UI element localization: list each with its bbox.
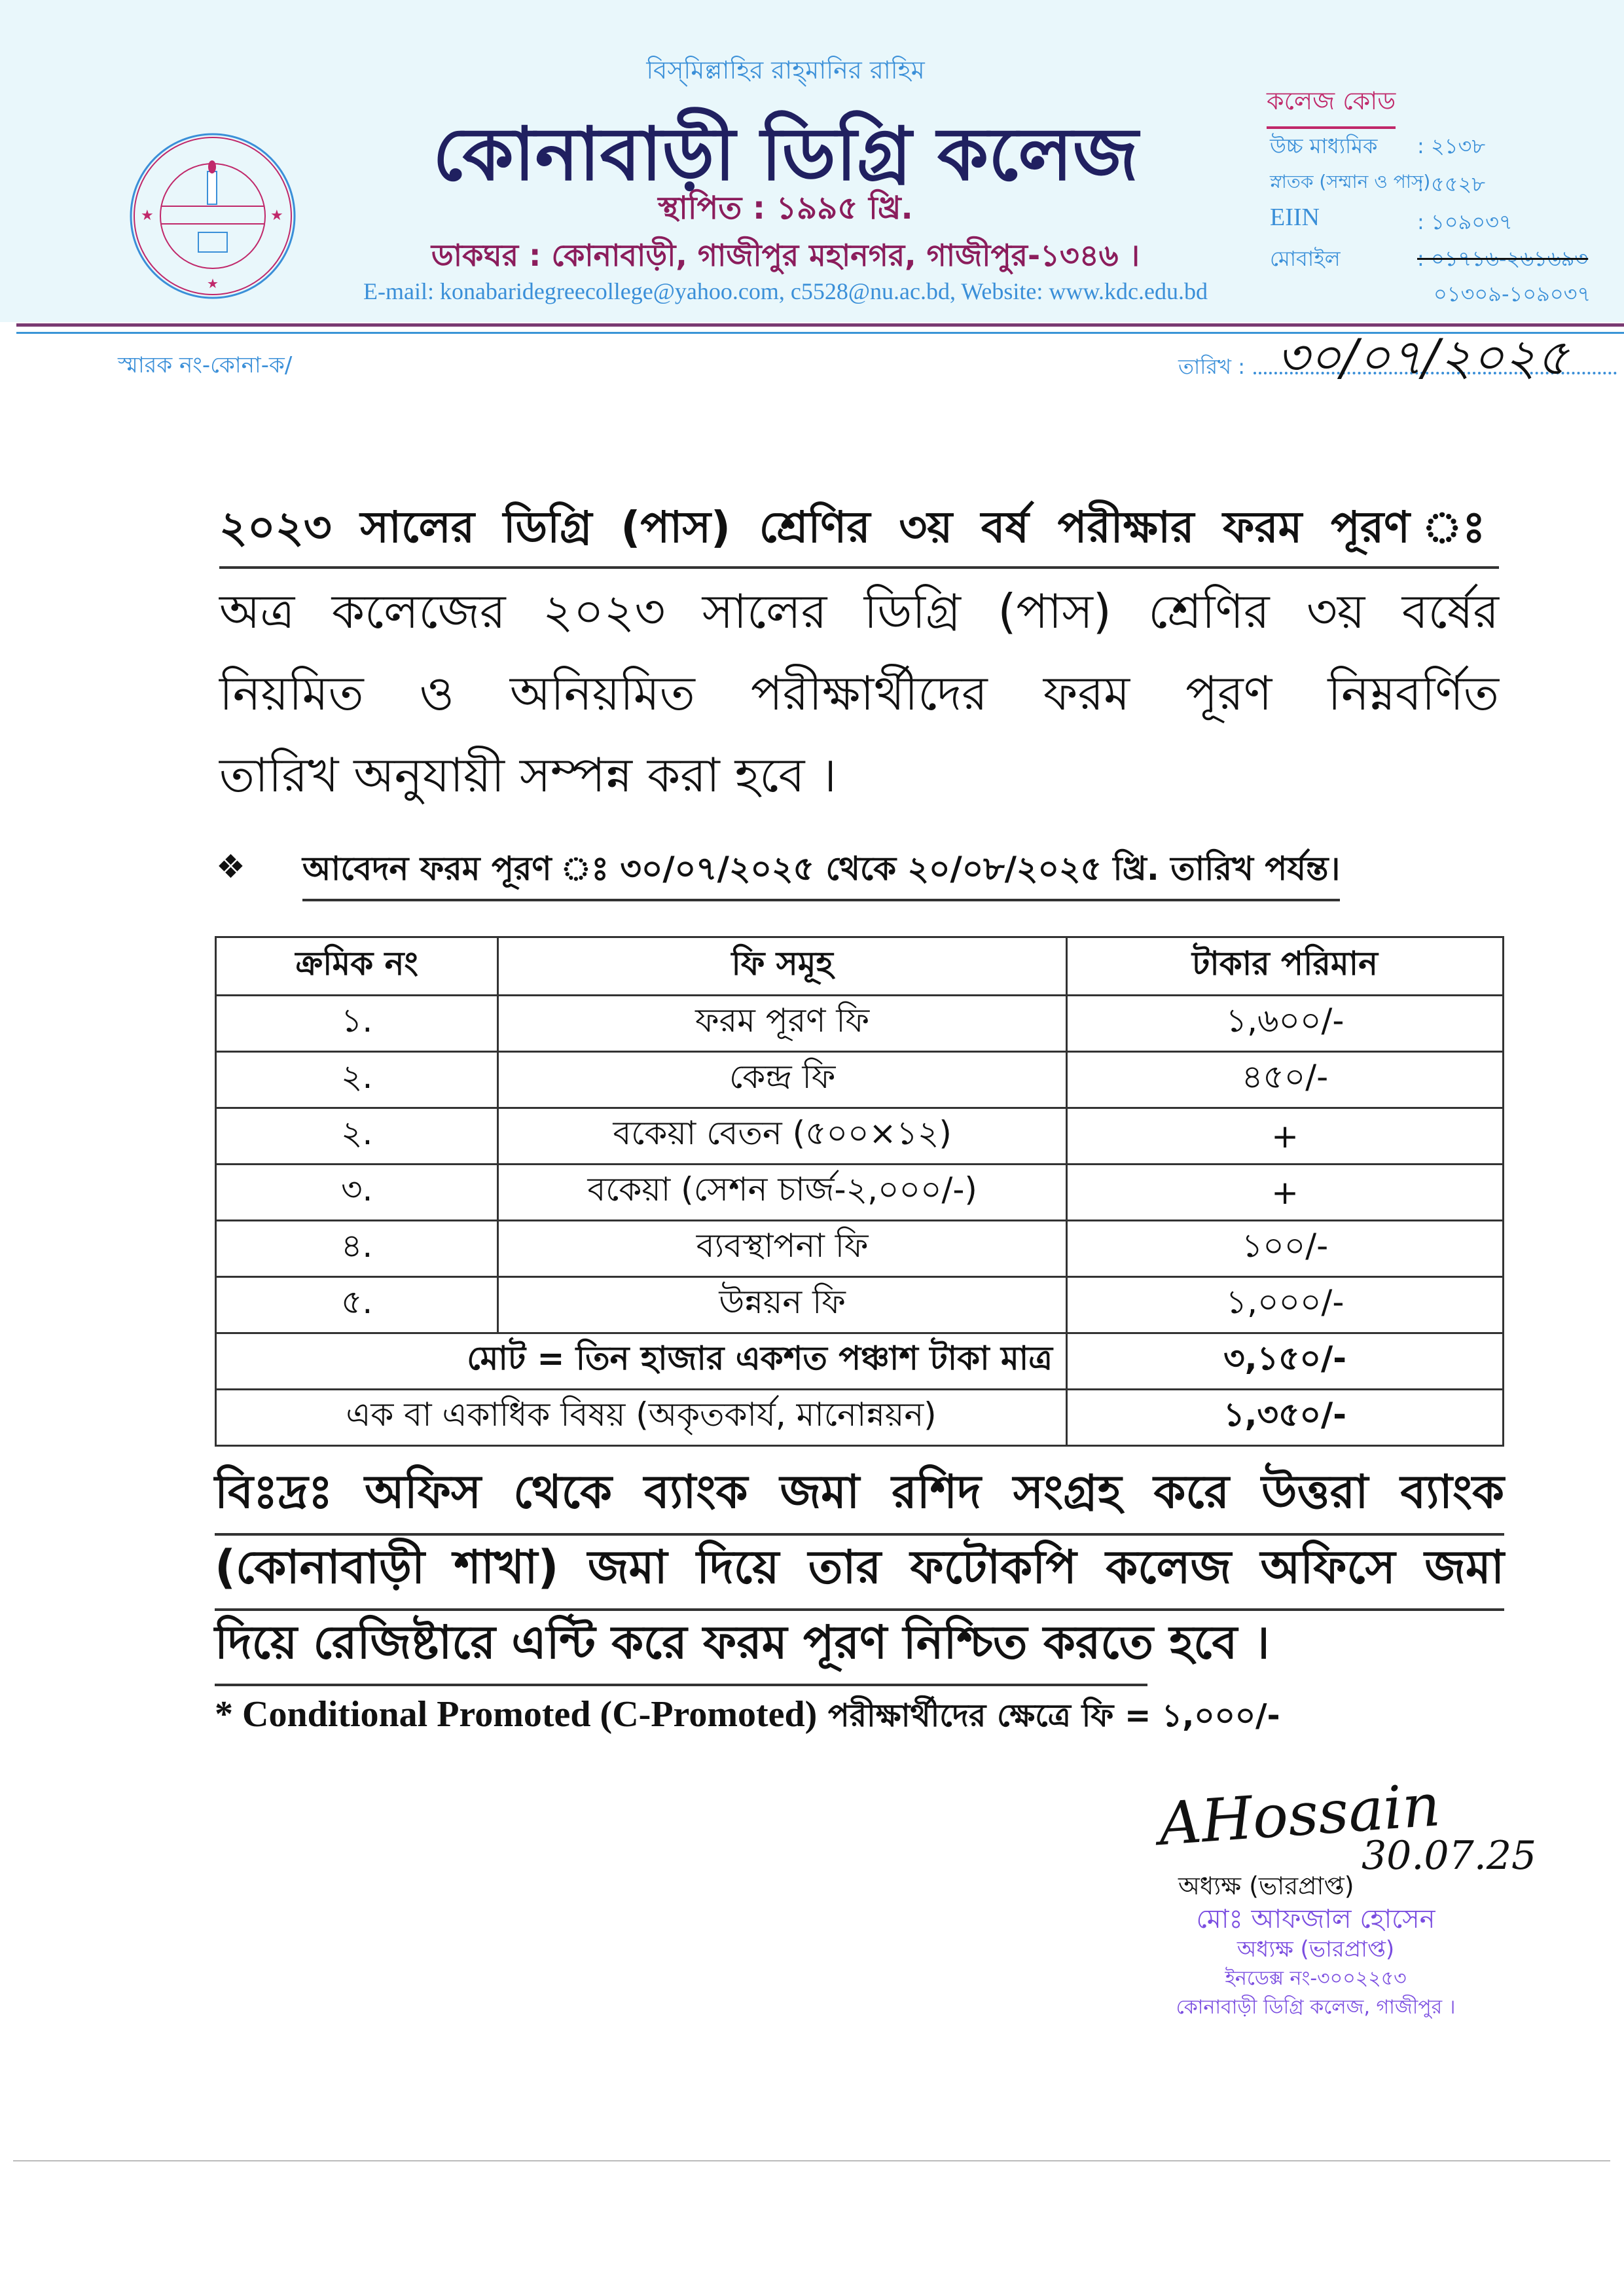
college-logo: [128, 131, 298, 301]
memo-number: স্মারক নং-কোনা-ক/: [118, 352, 293, 378]
amount-cell: +: [1067, 1108, 1504, 1165]
c-promoted-note: [215, 1692, 1280, 1744]
handwritten-signature: AHossain: [1156, 1771, 1443, 1859]
amount-cell: ১০০/-: [1067, 1221, 1504, 1277]
amount-cell: +: [1067, 1165, 1504, 1221]
serial-cell: ৪.: [216, 1221, 498, 1277]
code-value-hsc: : ২১৩৮: [1417, 134, 1486, 158]
diamond-bullet-icon: ❖: [216, 848, 245, 886]
footer-divider: [13, 2160, 1610, 2161]
extra-label: এক বা একাধিক বিষয় (অকৃতকার্য, মানোন্নয়ন): [216, 1390, 1067, 1446]
code-label-degree: স্নাতক (সম্মান ও পাস): [1270, 171, 1431, 192]
fee-name-cell: ফরম পূরণ ফি: [498, 996, 1067, 1052]
code-label-eiin: EIIN: [1270, 204, 1320, 231]
fee-name-cell: বকেয়া (সেশন চার্জ-২,০০০/-): [498, 1165, 1067, 1221]
extra-amount: ১,৩৫০/-: [1067, 1390, 1504, 1446]
amount-cell: ১,০০০/-: [1067, 1277, 1504, 1333]
note-line-3: দিয়ে রেজিষ্টারে এন্টি করে ফরম পূরণ নিশ্চিত করতে হবে ।: [215, 1607, 1147, 1686]
fee-name-cell: উন্নয়ন ফি: [498, 1277, 1067, 1333]
college-name: কোনাবাড়ী ডিগ্রি কলেজ: [433, 112, 1138, 197]
serial-cell: ৩.: [216, 1165, 498, 1221]
stamp-title: অধ্যক্ষ (ভারপ্রাপ্ত): [1236, 1936, 1395, 1962]
fee-name-cell: ব্যবস্থাপনা ফি: [498, 1221, 1067, 1277]
signature-date: 30.07.25: [1362, 1833, 1537, 1879]
svg-text:★: ★: [207, 276, 219, 291]
code-value-mobile-old: : ০১৭১৬-২৬১৬৯৩: [1417, 246, 1589, 271]
note-line-2: (কোনাবাড়ী শাখা) জমা দিয়ে তার ফটোকপি কলেজ অফিসে জমা: [215, 1532, 1504, 1611]
stamp-name: মোঃ আফজাল হোসেন: [1196, 1904, 1435, 1934]
amount-cell: ১,৬০০/-: [1067, 996, 1504, 1052]
table-row: [216, 1165, 1504, 1221]
college-code-heading: কলেজ কোড: [1267, 82, 1396, 129]
paragraph-line-1: অত্র কলেজের ২০২৩ সালের ডিগ্রি (পাস) শ্রেণির ৩য় বর্ষের: [219, 584, 1499, 639]
note-line-1: বিঃদ্রঃ অফিস থেকে ব্যাংক জমা রশিদ সংগ্রহ করে উত্তরা ব্যাংক: [215, 1456, 1504, 1536]
total-amount: ৩,১৫০/-: [1067, 1333, 1504, 1390]
code-label-hsc: উচ্চ মাধ্যমিক: [1270, 134, 1378, 158]
header-serial: ক্রমিক নং: [216, 937, 498, 996]
fee-table: [215, 936, 1504, 1447]
stamp-college: কোনাবাড়ী ডিগ্রি কলেজ, গাজীপুর ।: [1176, 1996, 1456, 2019]
serial-cell: ১.: [216, 996, 498, 1052]
notice-title: ২০২৩ সালের ডিগ্রি (পাস) শ্রেণির ৩য় বর্ষ পরীক্ষার ফরম পূরণ ঃ: [219, 494, 1499, 569]
postal-address: ডাকঘর : কোনাবাড়ী, গাজীপুর মহানগর, গাজীপুর-১৩৪৬ ।: [431, 238, 1140, 273]
table-row: [216, 1052, 1504, 1108]
table-row: [216, 1277, 1504, 1333]
established-year: স্থাপিত : ১৯৯৫ খ্রি.: [658, 190, 913, 226]
total-label: মোট = তিন হাজার একশত পঞ্চাশ টাকা মাত্র: [216, 1333, 1067, 1390]
stamp-index: ইনডেক্স নং-৩০০২২৫৩: [1225, 1967, 1407, 1990]
bismillah: বিস্‌মিল্লাহির রাহ্‌মানির রাহিম: [646, 56, 925, 84]
code-label-mobile: মোবাইল: [1270, 246, 1341, 271]
svg-text:★: ★: [270, 208, 283, 224]
amount-cell: ৪৫০/-: [1067, 1052, 1504, 1108]
extra-row: [216, 1390, 1504, 1446]
application-dates: আবেদন ফরম পূরণ ঃ ৩০/০৭/২০২৫ থেকে ২০/০৮/২০২৫ খ্রি. তারিখ পর্যন্ত।: [302, 844, 1340, 901]
code-value-degree: : ৫৫২৮: [1417, 172, 1486, 196]
fee-name-cell: কেন্দ্র ফি: [498, 1052, 1067, 1108]
fee-name-cell: বকেয়া বেতন (৫০০×১২): [498, 1108, 1067, 1165]
c-promoted-en: * Conditional Promoted (C-Promoted): [215, 1694, 818, 1735]
paragraph-line-2: নিয়মিত ও অনিয়মিত পরীক্ষার্থীদের ফরম পূরণ নিম্নবর্ণিত: [219, 666, 1499, 721]
table-row: [216, 1221, 1504, 1277]
header-fees: ফি সমূহ: [498, 937, 1067, 996]
serial-cell: ২.: [216, 1108, 498, 1165]
serial-cell: ২.: [216, 1052, 498, 1108]
svg-text:★: ★: [141, 208, 154, 224]
table-row: [216, 996, 1504, 1052]
total-row: [216, 1333, 1504, 1390]
serial-cell: ৫.: [216, 1277, 498, 1333]
contact-info: E-mail: konabaridegreecollege@yahoo.com, c5528@nu.ac.bd, Website: www.kdc.edu.bd: [363, 278, 1208, 304]
c-promoted-bn: পরীক্ষার্থীদের ক্ষেত্রে ফি = ১,০০০/-: [817, 1697, 1280, 1734]
table-row: [216, 1108, 1504, 1165]
date-label: তারিখ :: [1178, 354, 1246, 379]
code-value-eiin: : ১০৯০৩৭: [1417, 209, 1513, 234]
table-header-row: [216, 937, 1504, 996]
paragraph-line-3: তারিখ অনুযায়ী সম্পন্ন করা হবে ।: [219, 748, 837, 803]
handwritten-date: ৩০/০৭/২০২৫: [1276, 328, 1569, 386]
code-value-mobile: ০১৩০৯-১০৯০৩৭: [1434, 281, 1591, 306]
header-amount: টাকার পরিমান: [1067, 937, 1504, 996]
signatory-title: অধ্যক্ষ (ভারপ্রাপ্ত): [1178, 1871, 1354, 1900]
